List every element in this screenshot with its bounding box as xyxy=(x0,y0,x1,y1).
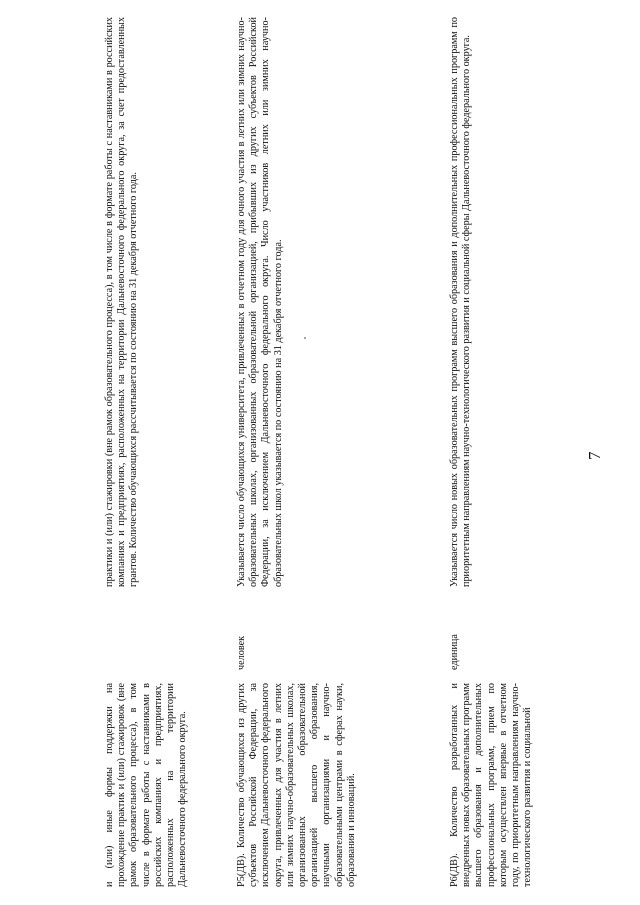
row-2-description: Указывается число обучающихся университета, привлеченных в отчетном году для очного участия в летних или зимних научно-образовательных школах, организованных образовательной организацией, прибывших из других субъектов Российской Федерации, за исключением Дальневосточного федерального округа. Число участников летних или зимних научно-образовательных школ указывается по состоянию на 31 декабря отчетного года. xyxy=(236,17,284,587)
page-number: 7 xyxy=(585,451,604,460)
row-2-indicator: Р5(ДВ). Количество обучающихся из других субъектов Российской Федерации, за исключением Дальневосточного федерального округа, привлеченных для участия в летних или зимних научно-образовательных школах, организованных образовательной организацией высшего образования, научными организациями и научно-образовательными центрами в сферах науки, образования и инноваций. xyxy=(236,683,357,887)
row-3-description: Указывается число новых образовательных программ высшего образования и дополнительных профессиональных программ по приоритетным направлениям научно-технологического развития и социальной сферы Дальневосточного федерального округа. xyxy=(449,17,473,587)
row-3-indicator: Р6(ДВ). Количество разработанных и внедренных новых образовательных программ высшего образования и дополнительных профессиональных программ, прием по которым осуществлен впервые в отчетном году, по приоритетным направлениям научно-технологического развития и социальной xyxy=(449,683,534,887)
row-1-description: практики и (или) стажировки (вне рамок образовательного процесса), в том числе в формате работы с наставниками в российских компаниях и предприятиях, расположенных на территории Дальневосточного федерального округа, за счет предоставленных грантов. Количество обучающихся рассчитывается по состоянию на 31 декабря отчетного года. xyxy=(104,17,140,587)
row-2-unit: человек xyxy=(236,635,247,670)
row-3-unit: единица xyxy=(449,634,460,670)
row-1-indicator: и (или) иные формы поддержки на прохождение практик и (или) стажировок (вне рамок образовательного процесса), в том числе в формате работы с наставниками в российских компаниях и предприятиях, расположенных на территории Дальневосточного федерального округа. xyxy=(104,683,189,887)
